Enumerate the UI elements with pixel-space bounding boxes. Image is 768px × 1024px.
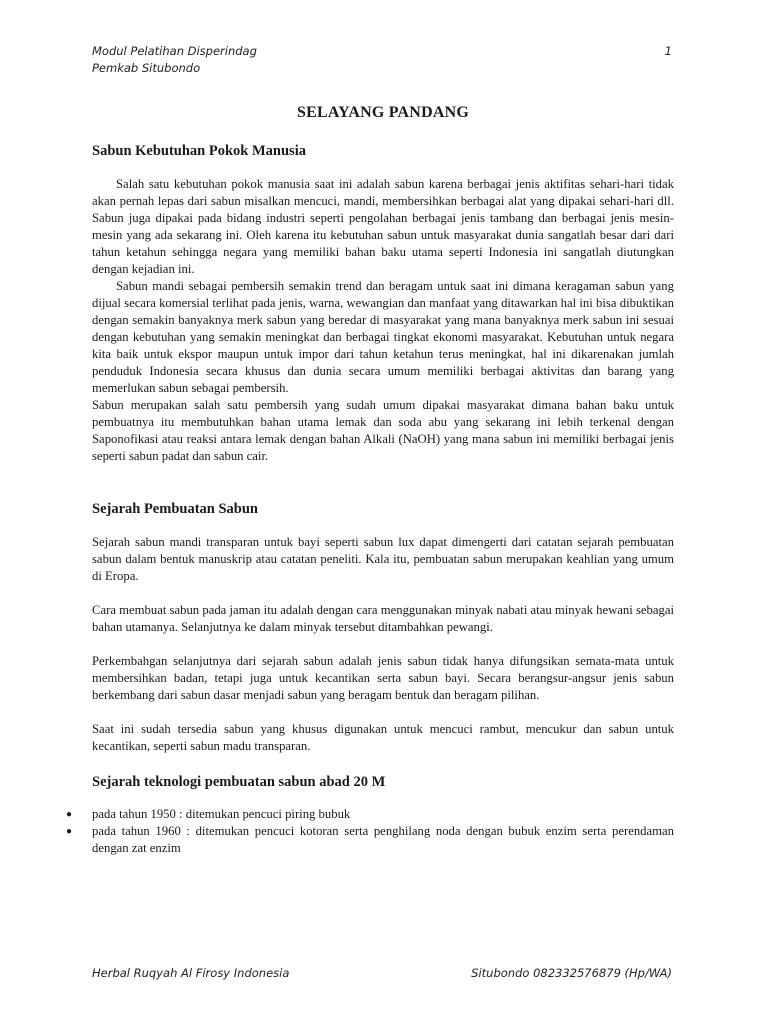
paragraph: Perkembahgan selanjutnya dari sejarah sabun adalah jenis sabun tidak hanya difungsikan semata-mata untuk membersihkan badan, tetapi juga untuk kecantikan serta sabun bayi. Secara berangsur-angsur jenis sabun berkembang dari sabun dasar menjadi sabun yang beragam bentuk dan beragam pilihan.: [92, 654, 674, 702]
list-item: [66, 806, 674, 823]
section-kebutuhan-pokok: [92, 141, 674, 465]
document-body: [66, 104, 674, 857]
bullet-icon: ●: [66, 809, 73, 820]
header-organization: Pemkab Situbondo: [92, 61, 201, 75]
paragraph: Sabun mandi sebagai pembersih semakin trend dan beragam untuk saat ini dimana keragaman sabun yang dijual secara komersial terlihat pada jenis, warna, wewangian dan manfaat yang ditawarkan hal ini bisa dibuktikan dengan semakin banyaknya merk sabun yang beredar di masyarakat yang mana banyaknya merk sabun ini sesuai dengan kebutuhan yang semakin meningkat dan berbagai tingkat ekonomi masyarakat. Kebutuhan untuk negara kita baik untuk ekspor maupun untuk impor dari tahun ketahun terus meningkat, hal ini dikarenakan jumlah penduduk Indonesia secara khusus dan dunia secara umum memiliki berbagai aktivitas dan barang yang memerlukan sabun sebagai pembersih.: [92, 279, 674, 395]
list-item: [66, 823, 674, 857]
section-heading: Sejarah Pembuatan Sabun: [92, 501, 258, 517]
footer-organization: Herbal Ruqyah Al Firosy Indonesia: [92, 966, 290, 980]
bullet-list: [66, 806, 674, 857]
paragraph: Salah satu kebutuhan pokok manusia saat ini adalah sabun karena berbagai jenis aktifitas sehari-hari tidak akan pernah lepas dari sabun misalkan mencuci, mandi, membersihkan berbagai alat yang dipakai sehari-hari dll. Sabun juga dipakai pada bidang industri seperti pengolahan berbagai jenis tambang dan berbagai jenis mesin-mesin yang ada sekarang ini. Oleh karena itu kebutuhan sabun untuk masyarakat dunia sangatlah besar dari dari tahun ketahun sehingga negara yang memiliki bahan baku utama seperti Indonesia ini sangatlah diutungkan dengan kejadian ini.: [92, 177, 674, 276]
page-footer: [92, 966, 672, 980]
list-item-text: pada tahun 1950 : ditemukan pencuci piring bubuk: [92, 807, 351, 821]
paragraph: Sejarah sabun mandi transparan untuk bayi seperti sabun lux dapat dimengerti dari catatan sejarah pembuatan sabun dalam bentuk manuskrip atau catatan peneliti. Kala itu, pembuatan sabun merupakan keahlian yang umum di Eropa.: [92, 535, 674, 583]
page-header: [92, 43, 672, 77]
section-heading: Sabun Kebutuhan Pokok Manusia: [92, 143, 306, 159]
header-module-title: Modul Pelatihan Disperindag: [92, 44, 257, 58]
section-teknologi-abad-20: [66, 772, 674, 857]
paragraph: Cara membuat sabun pada jaman itu adalah dengan cara menggunakan minyak nabati atau minyak hewani sebagai bahan utamanya. Selanjutnya ke dalam minyak tersebut ditambahkan pewangi.: [92, 603, 674, 634]
document-title: SELAYANG PANDANG: [297, 104, 469, 121]
section-sejarah-pembuatan: [92, 499, 674, 755]
paragraph: Sabun merupakan salah satu pembersih yang sudah umum dipakai masyarakat dimana bahan baku untuk pembuatnya itu membutuhkan bahan utama lemak dan soda abu yang sekarang ini lebih terkenal dengan Saponofikasi atau reaksi antara lemak dengan bahan Alkali (NaOH) yang mana sabun ini memiliki berbagai jenis seperti sabun padat dan sabun cair.: [92, 398, 674, 463]
list-item-text: pada tahun 1960 : ditemukan pencuci kotoran serta penghilang noda dengan bubuk enzim serta perendaman dengan zat enzim: [92, 824, 674, 855]
footer-contact: Situbondo 082332576879 (Hp/WA): [471, 966, 672, 980]
section-heading: Sejarah teknologi pembuatan sabun abad 20 M: [92, 774, 386, 790]
paragraph: Saat ini sudah tersedia sabun yang khusus digunakan untuk mencuci rambut, mencukur dan sabun untuk kecantikan, seperti sabun madu transparan.: [92, 722, 674, 753]
page-number: 1: [664, 44, 672, 58]
bullet-icon: ●: [66, 826, 73, 837]
